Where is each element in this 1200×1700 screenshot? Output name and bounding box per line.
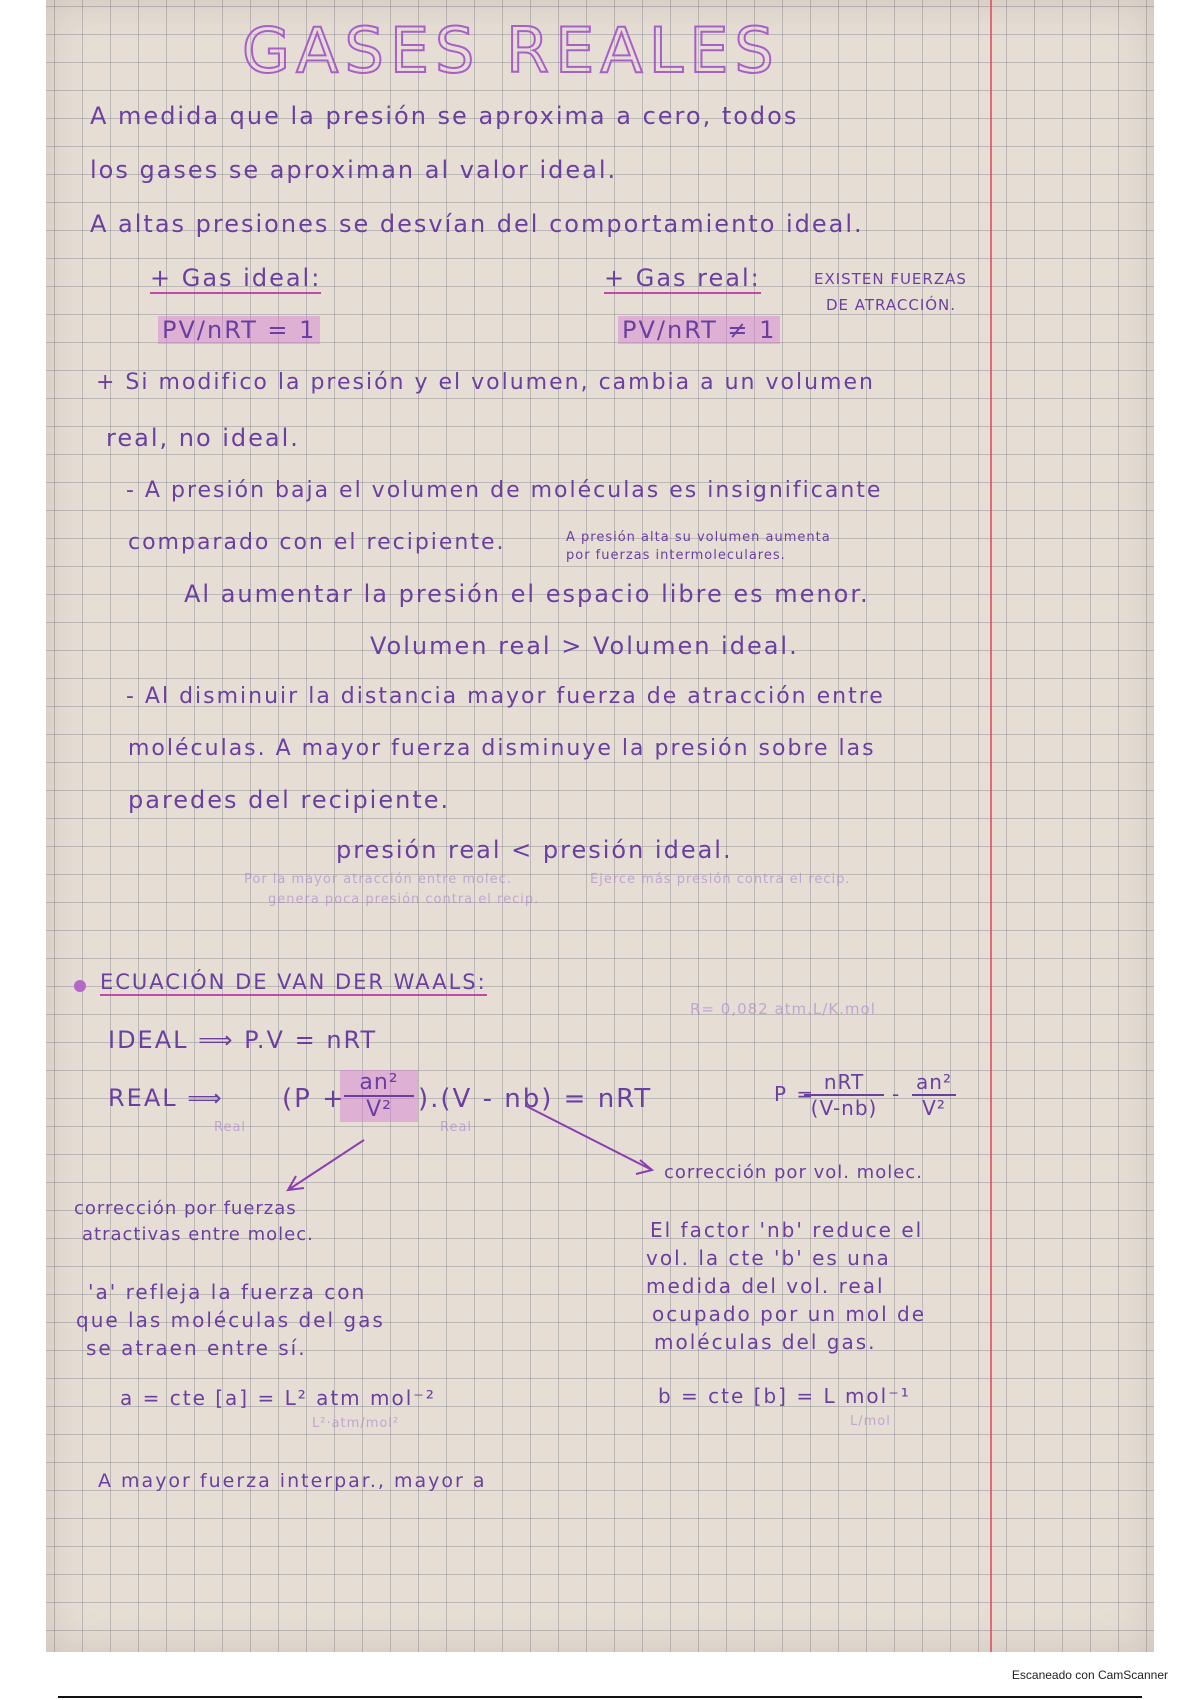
pressure-comparison: presión real < presión ideal. — [336, 836, 733, 864]
volume-line-1: + Si modifico la presión y el volumen, cambia a un volumen — [96, 370, 875, 395]
bottom-rule — [58, 1696, 1142, 1698]
volume-line-2: real, no ideal. — [106, 424, 300, 452]
bullet-2: A altas presiones se desvían del comportamiento ideal. — [90, 210, 864, 238]
volume-comparison: Volumen real > Volumen ideal. — [370, 632, 799, 660]
volume-point-1-line-2: comparado con el recipiente. — [128, 530, 506, 555]
right-text-3: medida del vol. real — [646, 1274, 885, 1298]
right-correction-heading: corrección por vol. molec. — [664, 1162, 923, 1183]
attraction-line-1: - Al disminuir la distancia mayor fuerza de atracción entre — [126, 684, 885, 709]
page-title: GASES REALES — [242, 14, 780, 87]
p-eq-den: (V-nb) — [810, 1096, 878, 1120]
real-eq-a-term-den: V² — [366, 1097, 392, 1122]
left-conclusion: A mayor fuerza interpar., mayor a — [98, 1470, 487, 1492]
right-text-4: ocupado por un mol de — [652, 1302, 927, 1326]
real-subscript-1: Real — [214, 1120, 247, 1135]
real-subscript-2: Real — [440, 1120, 473, 1135]
right-constant-units: L/mol — [850, 1414, 891, 1429]
gas-constant: R= 0,082 atm.L/K.mol — [690, 1000, 876, 1018]
volume-point-1-line-1: - A presión baja el volumen de moléculas es insignificante — [126, 478, 883, 503]
bullet-1-line-2: los gases se aproximan al valor ideal. — [90, 156, 618, 184]
p-eq-den-2: V² — [922, 1096, 946, 1120]
ideal-gas-formula: PV/nRT = 1 — [158, 316, 320, 344]
p-eq-minus: - — [892, 1082, 902, 1106]
attraction-line-2: moléculas. A mayor fuerza disminuye la presión sobre las — [128, 736, 876, 761]
right-constant: b = cte [b] = L mol⁻¹ — [658, 1384, 911, 1408]
left-correction-heading-1: corrección por fuerzas — [74, 1198, 297, 1219]
pressure-space-line: Al aumentar la presión el espacio libre es menor. — [184, 580, 870, 608]
vdw-heading: ECUACIÓN DE VAN DER WAALS: — [100, 970, 487, 994]
left-text-2: que las moléculas del gas — [76, 1308, 385, 1332]
left-constant: a = cte [a] = L² atm mol⁻² — [120, 1386, 436, 1410]
left-text-3: se atraen entre sí. — [86, 1336, 307, 1360]
real-eq-p: (P + — [282, 1084, 346, 1114]
real-equation-label: REAL ⟹ — [108, 1084, 224, 1112]
real-eq-rest: ).(V - nb) = nRT — [418, 1084, 653, 1114]
scanner-footer: Escaneado con CamScanner — [1011, 1668, 1168, 1682]
pressure-note-left-1: Por la mayor atracción entre molec. — [244, 872, 512, 887]
bullet-1-line-1: A medida que la presión se aproxima a cero, todos — [90, 102, 799, 130]
right-text-1: El factor 'nb' reduce el — [650, 1218, 924, 1242]
pressure-note-right: Ejerce más presión contra el recip. — [590, 872, 851, 887]
left-constant-units: L²·atm/mol² — [312, 1416, 400, 1431]
real-gas-note-2: DE ATRACCIÓN. — [826, 296, 957, 314]
real-gas-label: + Gas real: — [604, 264, 761, 292]
right-text-5: moléculas del gas. — [654, 1330, 877, 1354]
volume-point-1-note-1: A presión alta su volumen aumenta — [566, 530, 831, 545]
left-text-1: 'a' refleja la fuerza con — [88, 1280, 367, 1304]
pressure-note-left-2: genera poca presión contra el recip. — [268, 892, 540, 907]
ideal-equation: IDEAL ⟹ P.V = nRT — [108, 1026, 378, 1054]
left-correction-heading-2: atractivas entre molec. — [82, 1224, 314, 1245]
ideal-gas-label: + Gas ideal: — [150, 264, 322, 292]
p-eq-num-2: an² — [912, 1070, 956, 1096]
right-text-2: vol. la cte 'b' es una — [646, 1246, 891, 1270]
p-eq-num: nRT — [804, 1070, 884, 1096]
p-eq-p: P = — [774, 1082, 816, 1106]
volume-point-1-note-2: por fuerzas intermoleculares. — [566, 548, 786, 563]
real-gas-formula: PV/nRT ≠ 1 — [618, 316, 780, 344]
real-gas-note-1: EXISTEN FUERZAS — [814, 270, 967, 288]
attraction-line-3: paredes del recipiente. — [128, 786, 451, 814]
real-eq-a-term-num: an² — [344, 1070, 414, 1097]
